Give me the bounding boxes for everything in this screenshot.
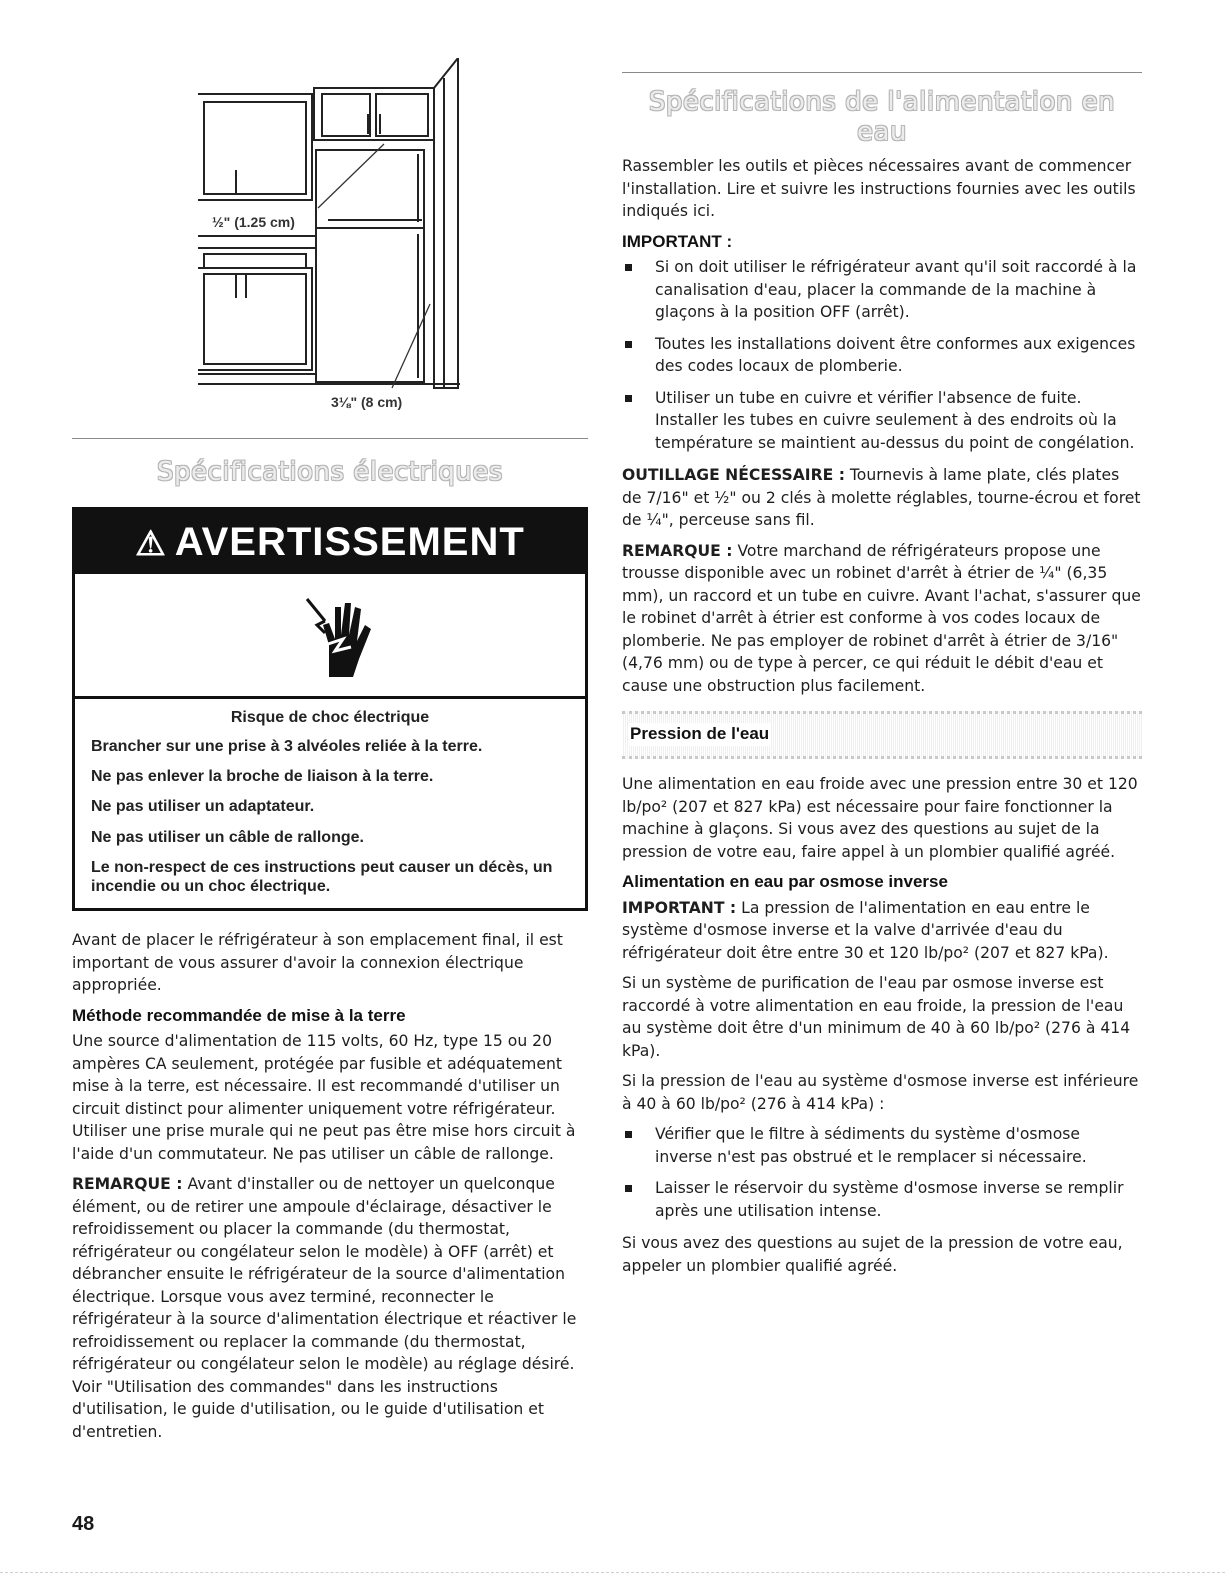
- section-divider: [622, 72, 1142, 73]
- electrical-intro: Avant de placer le réfrigérateur à son emplacement final, il est important de vous assurer d'avoir la connexion électrique appropriée.: [72, 931, 563, 995]
- warning-box: [72, 507, 588, 911]
- warning-header: [75, 510, 585, 574]
- pressure-heading-bar: [622, 711, 1142, 759]
- warning-body: [75, 699, 585, 908]
- water-text: [622, 155, 1142, 1277]
- warning-line: Brancher sur une prise à 3 alvéoles reliée à la terre.: [91, 738, 483, 755]
- warning-line: Le non-respect de ces instructions peut causer un décès, un incendie ou un choc électrique.: [91, 858, 553, 895]
- refrigerator-clearance-diagram: [72, 58, 588, 418]
- important-label: IMPORTANT :: [622, 231, 733, 251]
- clearance-side-label: 3⅛" (8 cm): [331, 394, 403, 410]
- page-number: 48: [72, 1513, 95, 1535]
- remark-label: REMARQUE :: [72, 1175, 183, 1194]
- list-item: Utiliser un tube en cuivre et vérifier l'absence de fuite. Installer les tubes en cuivre seulement à des endroits où la température se maintient au-dessus du point de congélation.: [622, 387, 1142, 455]
- remark-label: REMARQUE :: [622, 541, 733, 560]
- ro-list: [622, 1123, 1142, 1222]
- list-item: Vérifier que le filtre à sédiments du système d'osmose inverse n'est pas obstrué et le remplacer si nécessaire.: [622, 1123, 1142, 1168]
- warning-triangle-icon: ⚠: [135, 525, 167, 563]
- electrical-remark: [72, 1173, 588, 1443]
- ro-important: [622, 897, 1142, 965]
- grounding-text: Une source d'alimentation de 115 volts, 60 Hz, type 15 ou 20 ampères CA seulement, protégée par fusible et adéquatement mise à la terre, est nécessaire. Il est recommandé d'utiliser un circuit distinct pour alimenter uniquement votre réfrigérateur. Utiliser une prise murale qui ne peut pas être mise hors circuit à l'aide d'un commutateur. Ne pas utiliser un câble de rallonge.: [72, 1032, 576, 1163]
- pressure-text: Une alimentation en eau froide avec une pression entre 30 et 120 lb/po² (207 et 827 kPa) est nécessaire pour faire fonctionner la machine à glaçons. Si vous avez des questions au sujet de la pression de votre eau, faire appel à un plombier qualifié agréé.: [622, 775, 1138, 861]
- page-bottom-edge: [0, 1572, 1225, 1573]
- cabinet-diagram-icon: [72, 58, 588, 418]
- warning-line: Ne pas enlever la broche de liaison à la terre.: [91, 768, 434, 786]
- warning-line: Ne pas utiliser un câble de rallonge.: [91, 828, 364, 846]
- closing-text: Si vous avez des questions au sujet de la pression de votre eau, appeler un plombier qualifié agréé.: [622, 1234, 1123, 1275]
- electric-shock-hand-icon: [75, 574, 585, 699]
- important-list: [622, 256, 1142, 454]
- warning-line: Ne pas utiliser un adaptateur.: [91, 798, 315, 816]
- water-section-title: Spécifications de l'alimentation en eau: [648, 87, 1116, 147]
- tools-paragraph: [622, 464, 1142, 532]
- water-remark: [622, 540, 1142, 698]
- warning-header-label: AVERTISSEMENT: [174, 520, 525, 564]
- grounding-heading: Méthode recommandée de mise à la terre: [72, 1005, 406, 1025]
- water-intro: Rassembler les outils et pièces nécessaires avant de commencer l'installation. Lire et suivre les instructions fournies avec les outils indiqués ici.: [622, 157, 1136, 220]
- list-item: Toutes les installations doivent être conformes aux exigences des codes locaux de plomberie.: [622, 333, 1142, 378]
- section-divider: [72, 438, 588, 439]
- tools-text: Tournevis à lame plate, clés plates de 7/16" et ½" ou 2 clés à molette réglables, tourne-écrou et foret de ¼", perceuse sans fil.: [622, 466, 1141, 529]
- list-item: Laisser le réservoir du système d'osmose inverse se remplir après une utilisation intense.: [622, 1177, 1142, 1222]
- electrical-section-title: Spécifications électriques: [157, 457, 503, 487]
- ro-text-2: Si la pression de l'eau au système d'osmose inverse est inférieure à 40 à 60 lb/po² (276 à 414 kPa) :: [622, 1072, 1139, 1113]
- tools-label: OUTILLAGE NÉCESSAIRE :: [622, 466, 845, 484]
- ro-text-1: Si un système de purification de l'eau par osmose inverse est raccordé à votre alimentation en eau froide, la pression de l'eau au système doit être d'un minimum de 40 à 60 lb/po² (276 à 414 kPa).: [622, 974, 1131, 1060]
- left-column: [72, 58, 588, 1451]
- ro-important-label: IMPORTANT :: [622, 898, 737, 917]
- warning-title: Risque de choc électrique: [230, 709, 430, 726]
- right-column: [622, 66, 1142, 1285]
- list-item: Si on doit utiliser le réfrigérateur avant qu'il soit raccordé à la canalisation d'eau, placer la commande de la machine à glaçons à la position OFF (arrêt).: [622, 256, 1142, 324]
- clearance-top-label: ½" (1.25 cm): [212, 214, 295, 230]
- remark-text: Votre marchand de réfrigérateurs propose une trousse disponible avec un robinet d'arrêt à étrier de ¼" (6,35 mm), un raccord et un tube en cuivre. Avant l'achat, s'assurer que le robinet d'arrêt à étrier est conforme à vos codes locaux de plomberie. Ne pas employer de robinet d'arrêt à étrier de 3/16" (4,76 mm) ou de type à percer, ce qui réduit le débit d'eau et cause une obstruction plus facilement.: [622, 541, 1141, 695]
- reverse-osmosis-heading: Alimentation en eau par osmose inverse: [622, 872, 948, 891]
- pressure-heading: Pression de l'eau: [628, 723, 771, 746]
- ro-important-text: La pression de l'alimentation en eau entre le système d'osmose inverse et la valve d'arrivée d'eau du réfrigérateur doit être entre 30 et 120 lb/po² (207 et 827 kPa).: [622, 898, 1109, 962]
- remark-text: Avant d'installer ou de nettoyer un quelconque élément, ou de retirer une ampoule d'éclairage, désactiver le refroidissement ou placer la commande (du thermostat, réfrigérateur ou congélateur selon le modèle) à OFF (arrêt) et débrancher ensuite le réfrigérateur de la source d'alimentation électrique. Lorsque vous avez terminé, reconnecter le réfrigérateur à la source d'alimentation électrique et réactiver le refroidissement ou replacer la commande (du thermostat, réfrigérateur ou congélateur selon le modèle) au réglage désiré. Voir "Utilisation des commandes" dans les instructions d'utilisation, le guide d'utilisation, ou le guide d'utilisation et d'entretien.: [72, 1175, 577, 1441]
- electrical-text: [72, 929, 588, 1443]
